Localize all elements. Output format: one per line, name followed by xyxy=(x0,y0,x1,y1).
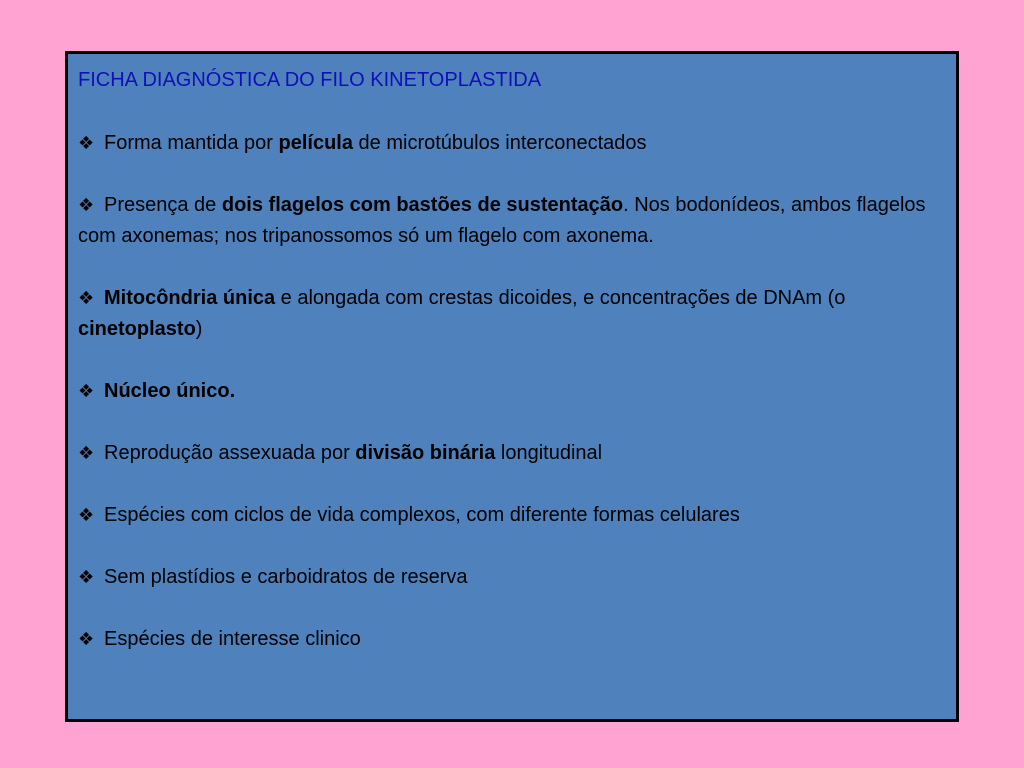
bullet-item xyxy=(78,562,946,593)
diamond-star-bullet-icon: ❖ xyxy=(78,505,95,525)
bullet-bold-text: cinetoplasto xyxy=(78,318,196,340)
diamond-star-bullet-icon: ❖ xyxy=(78,195,95,215)
bullet-text: Presença de xyxy=(104,194,222,216)
bullet-item xyxy=(78,128,946,159)
bullet-item xyxy=(78,190,946,252)
bullet-text: Forma mantida por xyxy=(104,132,279,154)
bullet-text: Sem plastídios e carboidratos de reserva xyxy=(104,566,468,588)
bullet-text: e alongada com crestas dicoides, e concentrações de DNAm (o xyxy=(275,287,846,309)
bullet-text: Reprodução assexuada por xyxy=(104,442,356,464)
bullet-bold-text: Núcleo único. xyxy=(104,380,236,402)
bullet-item xyxy=(78,624,946,655)
diamond-star-bullet-icon: ❖ xyxy=(78,381,95,401)
bullet-list xyxy=(78,128,946,655)
content-box xyxy=(65,51,959,722)
bullet-text: Espécies com ciclos de vida complexos, com diferente formas celulares xyxy=(104,504,740,526)
bullet-item xyxy=(78,500,946,531)
bullet-item xyxy=(78,283,946,345)
bullet-text: ) xyxy=(195,318,203,340)
bullet-text: Espécies de interesse clinico xyxy=(104,628,361,650)
bullet-bold-text: dois flagelos com bastões de sustentação xyxy=(221,194,624,216)
bullet-bold-text: Mitocôndria única xyxy=(104,287,276,309)
bullet-item xyxy=(78,438,946,469)
diamond-star-bullet-icon: ❖ xyxy=(78,629,95,649)
bullet-bold-text: película xyxy=(278,132,353,154)
bullet-text: . Nos bodonídeos, ambos flagelos com axonemas; nos tripanossomos só um flagelo com axonema. xyxy=(78,194,926,247)
diamond-star-bullet-icon: ❖ xyxy=(78,288,95,308)
bullet-text: de microtúbulos interconectados xyxy=(353,132,647,154)
bullet-item xyxy=(78,376,946,407)
bullet-text: longitudinal xyxy=(495,442,603,464)
diamond-star-bullet-icon: ❖ xyxy=(78,443,95,463)
slide-title: FICHA DIAGNÓSTICA DO FILO KINETOPLASTIDA xyxy=(78,69,542,91)
diamond-star-bullet-icon: ❖ xyxy=(78,567,95,587)
diamond-star-bullet-icon: ❖ xyxy=(78,133,95,153)
bullet-bold-text: divisão binária xyxy=(355,442,496,464)
